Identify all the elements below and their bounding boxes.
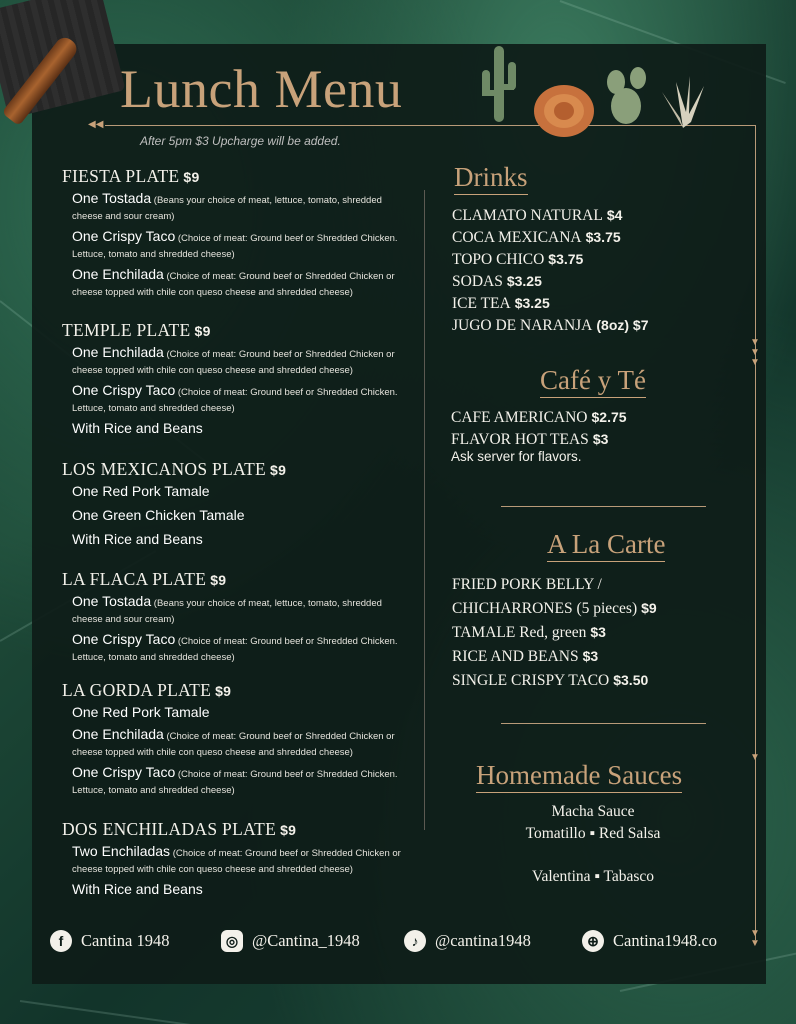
plate-item: One Crispy Taco (Choice of meat: Ground beef or Shredded Chicken. Lettuce, tomato and shredded cheese) <box>72 631 398 663</box>
succulent-flower-icon <box>530 80 598 142</box>
sauce-line: Macha Sauce <box>551 803 635 820</box>
plate-los-mexicanos <box>62 459 402 554</box>
list-item: TAMALE Red, green $3 <box>452 624 606 641</box>
plate-item: With Rice and Beans <box>72 881 203 897</box>
plate-fiesta <box>62 166 402 305</box>
section-rule <box>501 506 706 507</box>
tiktok-link[interactable] <box>404 930 531 952</box>
carte-list <box>452 572 742 692</box>
plate-title: FIESTA PLATE $9 <box>62 166 200 186</box>
plate-item: One Crispy Taco (Choice of meat: Ground beef or Shredded Chicken. Lettuce, tomato and shredded cheese) <box>72 764 398 796</box>
drinks-heading: Drinks <box>454 162 528 195</box>
plate-dos-enchiladas <box>62 819 402 904</box>
right-rule <box>755 125 756 940</box>
down-arrows-icon: ▼ ▼ ▼ <box>750 337 760 368</box>
list-item: SINGLE CRISPY TACO $3.50 <box>452 672 649 689</box>
cafe-heading: Café y Té <box>540 365 646 398</box>
globe-icon: ⊕ <box>582 930 604 952</box>
plate-title: DOS ENCHILADAS PLATE $9 <box>62 819 297 839</box>
carte-heading: A La Carte <box>547 529 665 562</box>
sauce-line: Valentina ▪ Tabasco <box>531 868 655 885</box>
plate-item: One Red Pork Tamale <box>72 483 210 499</box>
facebook-link[interactable] <box>50 930 169 952</box>
list-item: JUGO DE NARANJA (8oz) $7 <box>452 317 649 334</box>
list-item: CAFE AMERICANO $2.75 <box>451 409 627 426</box>
section-rule <box>501 723 706 724</box>
plate-item: One Enchilada (Choice of meat: Ground beef or Shredded Chicken or cheese topped with chile con queso cheese and shredded cheese) <box>72 266 395 298</box>
plate-item: One Red Pork Tamale <box>72 704 210 720</box>
plate-temple <box>62 320 402 443</box>
plate-item: One Tostada (Beans your choice of meat, lettuce, tomato, shredded cheese and sour cream) <box>72 190 382 222</box>
plate-item: One Tostada (Beans your choice of meat, lettuce, tomato, shredded cheese and sour cream) <box>72 593 382 625</box>
list-item: CLAMATO NATURAL $4 <box>452 207 623 224</box>
cafe-note: Ask server for flavors. <box>451 449 582 464</box>
tiktok-handle: @cantina1948 <box>435 931 531 950</box>
plate-item: Two Enchiladas (Choice of meat: Ground beef or Shredded Chicken or cheese topped with chile con queso cheese and shredded cheese) <box>72 843 401 875</box>
plate-item: With Rice and Beans <box>72 420 203 436</box>
list-item: SODAS $3.25 <box>452 273 542 290</box>
double-arrow-left-icon: ◀◀ <box>88 119 104 130</box>
page-title: Lunch Menu <box>120 59 403 119</box>
plate-item: One Enchilada (Choice of meat: Ground beef or Shredded Chicken or cheese topped with chile con queso cheese and shredded cheese) <box>72 726 395 758</box>
list-item: COCA MEXICANA $3.75 <box>452 229 621 246</box>
list-item: FLAVOR HOT TEAS $3 <box>451 431 609 448</box>
plate-title: LOS MEXICANOS PLATE $9 <box>62 459 287 479</box>
plate-title: TEMPLE PLATE $9 <box>62 320 211 340</box>
list-item: ICE TEA $3.25 <box>452 295 550 312</box>
plate-item: One Crispy Taco (Choice of meat: Ground beef or Shredded Chicken. Lettuce, tomato and shredded cheese) <box>72 382 398 414</box>
cactus-icon <box>478 42 520 122</box>
website-link[interactable] <box>582 930 717 952</box>
plate-item: With Rice and Beans <box>72 531 203 547</box>
tiktok-icon: ♪ <box>404 930 426 952</box>
agave-icon <box>656 72 710 130</box>
sauce-line: Tomatillo ▪ Red Salsa <box>525 825 661 842</box>
instagram-link[interactable] <box>221 930 360 952</box>
website-url: Cantina1948.co <box>613 931 718 950</box>
list-item: RICE AND BEANS $3 <box>452 648 599 665</box>
cafe-list <box>451 405 741 464</box>
drinks-list <box>452 204 742 336</box>
facebook-handle: Cantina 1948 <box>81 931 170 950</box>
list-item: FRIED PORK BELLY / <box>452 576 602 593</box>
plate-item: One Crispy Taco (Choice of meat: Ground beef or Shredded Chicken. Lettuce, tomato and shredded cheese) <box>72 228 398 260</box>
instagram-icon: ◎ <box>221 930 243 952</box>
down-arrows-bottom-icon: ▼ ▼ <box>750 928 760 949</box>
plate-title: LA GORDA PLATE $9 <box>62 680 232 700</box>
instagram-handle: @Cantina_1948 <box>252 931 360 950</box>
upcharge-note: After 5pm $3 Upcharge will be added. <box>140 134 341 148</box>
facebook-icon: f <box>50 930 72 952</box>
prickly-pear-icon <box>604 62 650 126</box>
plate-item: One Green Chicken Tamale <box>72 507 245 523</box>
list-item: TOPO CHICO $3.75 <box>452 251 584 268</box>
plate-la-gorda <box>62 680 402 803</box>
column-divider <box>424 190 425 830</box>
sauces-heading: Homemade Sauces <box>476 760 682 793</box>
plate-title: LA FLACA PLATE $9 <box>62 569 227 589</box>
plate-item: One Enchilada (Choice of meat: Ground beef or Shredded Chicken or cheese topped with chile con queso cheese and shredded cheese) <box>72 344 395 376</box>
down-arrow-icon: ▼ <box>750 752 760 763</box>
list-item: CHICHARRONES (5 pieces) $9 <box>452 600 657 617</box>
plate-la-flaca <box>62 569 402 670</box>
